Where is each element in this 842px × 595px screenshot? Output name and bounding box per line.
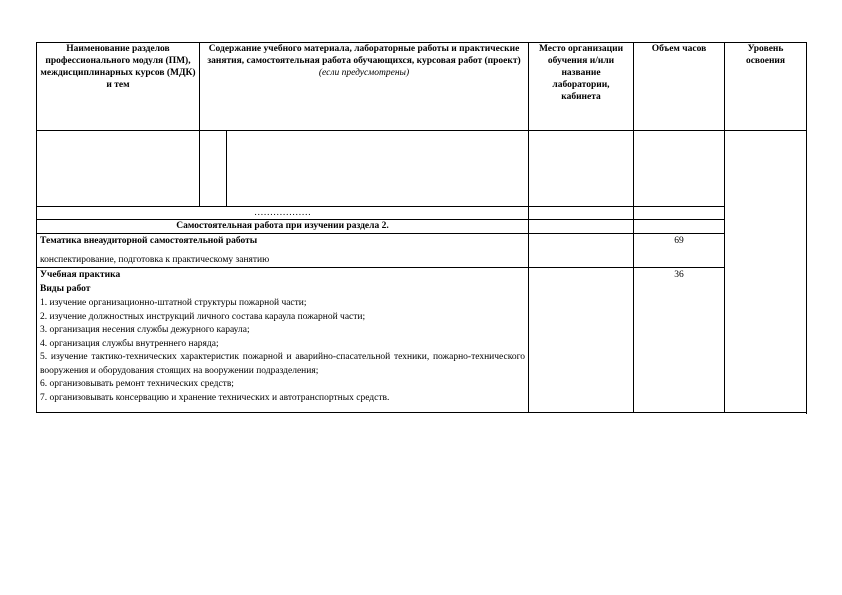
header-level: Уровень освоения bbox=[725, 43, 807, 131]
selfwork-hours: 69 bbox=[634, 234, 725, 268]
header-content: Содержание учебного материала, лабораторные работы и практические занятия, самостоятельная работа обучающихся, курсовая работ (проект) (если предусмотрены) bbox=[200, 43, 529, 131]
practice-cell bbox=[37, 268, 529, 413]
practice-title: Учебная практика bbox=[40, 270, 121, 280]
practice-place-cell bbox=[529, 268, 634, 413]
empty-number-cell bbox=[200, 131, 227, 207]
selfwork-topic-cell bbox=[37, 234, 529, 268]
empty-content-cell bbox=[227, 131, 529, 207]
empty-place-cell bbox=[529, 131, 634, 207]
list-item: 1. изучение организационно-штатной структуры пожарной части; bbox=[40, 298, 307, 308]
practice-list bbox=[40, 297, 525, 405]
selfwork-title-row bbox=[37, 220, 807, 234]
selfwork-place-cell bbox=[529, 234, 634, 268]
list-item: 7. организовывать консервацию и хранение технических и автотранспортных средств. bbox=[40, 392, 390, 403]
header-section: Наименование разделов профессионального модуля (ПМ), междисциплинарных курсов (МДК) и тем bbox=[37, 43, 200, 131]
empty-section-cell bbox=[37, 131, 200, 207]
practice-kinds-label: Виды работ bbox=[40, 284, 91, 294]
list-item: 2. изучение должностных инструкций личного состава караула пожарной части; bbox=[40, 311, 366, 322]
empty-hours-cell bbox=[634, 131, 725, 207]
list-item: 5. изучение тактико-технических характеристик пожарной и аварийно-спасательной техники, пожарно-технического вооружения и оборудования стоящих на вооружении подразделения; bbox=[40, 352, 525, 376]
list-item: 3. организация несения службы дежурного караула; bbox=[40, 325, 250, 335]
selfwork-title: Самостоятельная работа при изучении раздела 2. bbox=[37, 220, 529, 234]
header-hours: Объем часов bbox=[634, 43, 725, 131]
dots-hours-cell bbox=[634, 207, 725, 220]
selfwork-topic-label: Тематика внеаудиторной самостоятельной работы bbox=[40, 236, 258, 246]
curriculum-table bbox=[36, 42, 807, 413]
selfwork-topic-text: конспектирование, подготовка к практическому занятию bbox=[40, 255, 270, 265]
header-row bbox=[37, 43, 807, 131]
selfwork-title-place-cell bbox=[529, 220, 634, 234]
list-item: 6. организовывать ремонт технических средств; bbox=[40, 379, 234, 389]
dots-cell: ……………… bbox=[37, 207, 529, 220]
selfwork-title-hours-cell bbox=[634, 220, 725, 234]
dots-place-cell bbox=[529, 207, 634, 220]
empty-row bbox=[37, 131, 807, 207]
header-place: Место организации обучения и/или название лаборатории, кабинета bbox=[529, 43, 634, 131]
dots-row bbox=[37, 207, 807, 220]
level-cell bbox=[725, 131, 807, 413]
practice-row bbox=[37, 268, 807, 413]
practice-hours: 36 bbox=[634, 268, 725, 413]
selfwork-topic-row bbox=[37, 234, 807, 268]
list-item: 4. организация службы внутреннего наряда; bbox=[40, 338, 219, 349]
